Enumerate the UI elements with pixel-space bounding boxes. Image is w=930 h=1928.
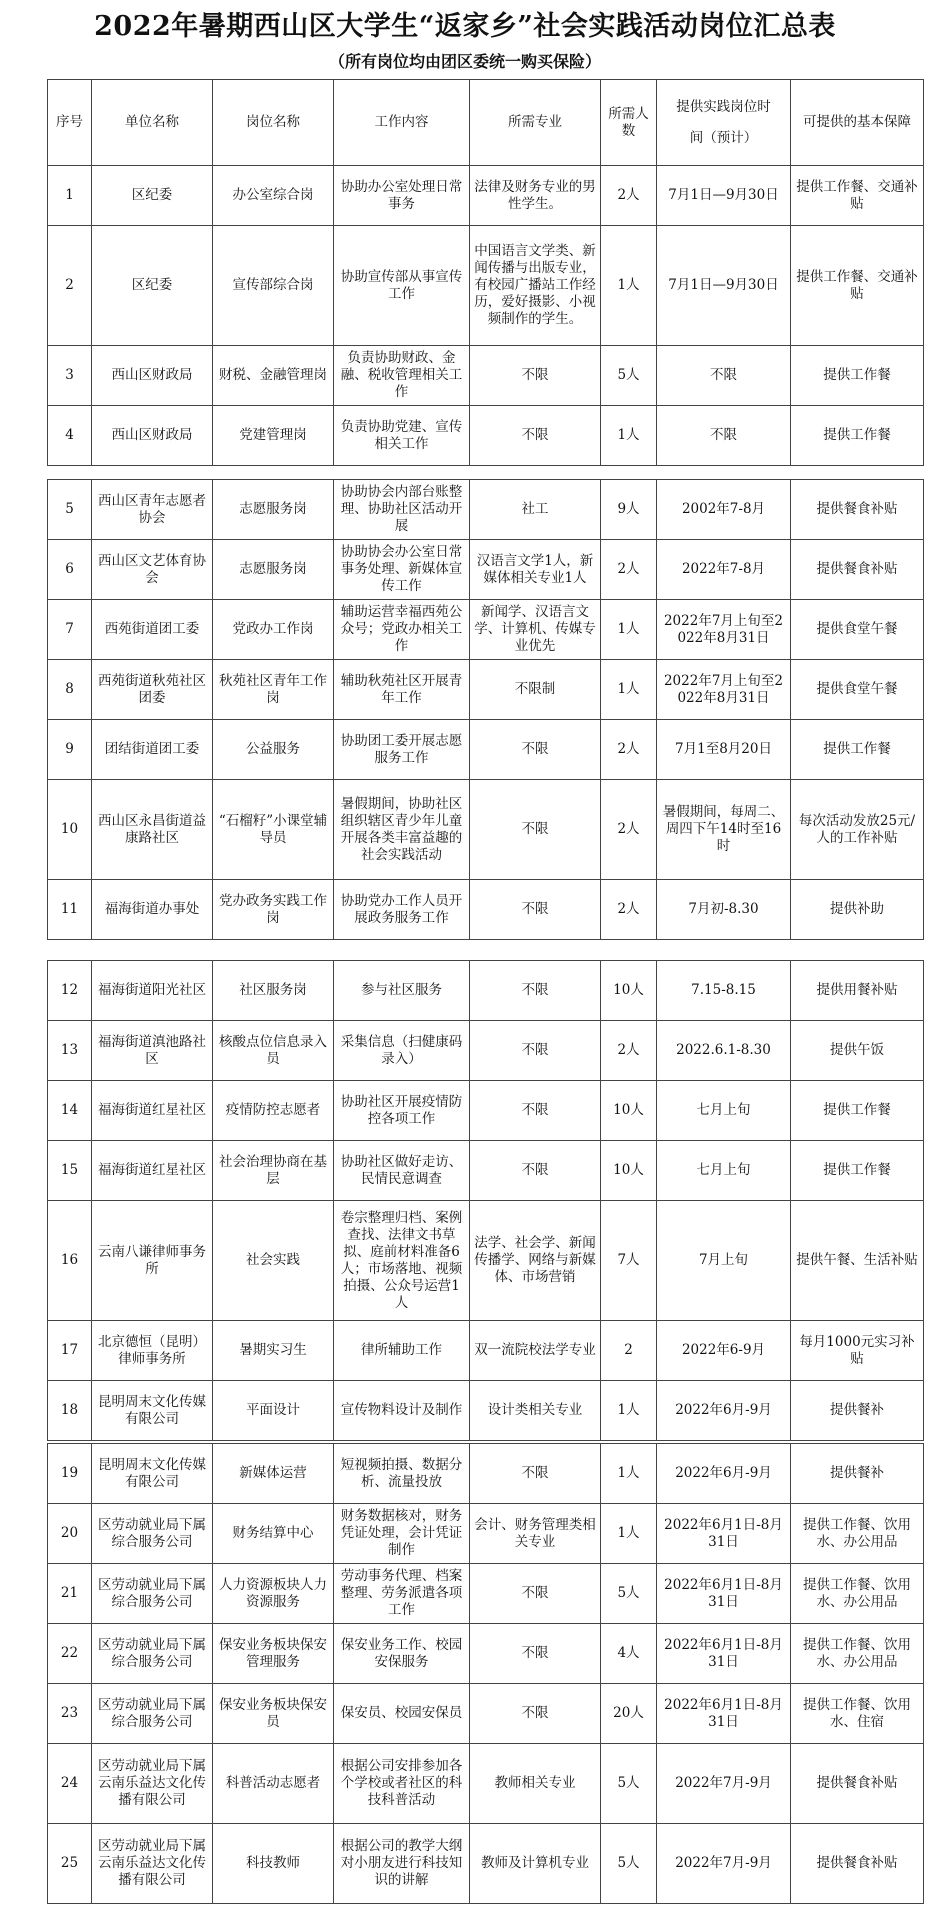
table-row <box>48 1504 924 1564</box>
cell-unit: 福海街道红星社区 <box>92 1081 213 1141</box>
cell-time: 2022年6-9月 <box>657 1321 791 1381</box>
table-row <box>48 1824 924 1904</box>
cell-unit: 区劳动就业局下属云南乐益达文化传播有限公司 <box>92 1824 213 1904</box>
cell-major: 不限 <box>470 780 601 880</box>
cell-work: 协助办公室处理日常事务 <box>334 166 470 226</box>
cell-unit: 西苑街道秋苑社区团委 <box>92 660 213 720</box>
cell-benefit: 提供用餐补贴 <box>791 961 924 1021</box>
cell-work: 协助社区开展疫情防控各项工作 <box>334 1081 470 1141</box>
cell-count: 5人 <box>601 1564 657 1624</box>
cell-benefit: 提供工作餐 <box>791 1081 924 1141</box>
table-row <box>48 660 924 720</box>
cell-benefit: 提供餐补 <box>791 1381 924 1441</box>
cell-position: 疫情防控志愿者 <box>213 1081 334 1141</box>
cell-benefit: 提供食堂午餐 <box>791 600 924 660</box>
cell-benefit: 提供工作餐、交通补贴 <box>791 166 924 226</box>
page-subtitle: （所有岗位均由团区委统一购买保险） <box>328 52 601 71</box>
cell-time: 2022年6月1日-8月31日 <box>657 1504 791 1564</box>
cell-no: 16 <box>48 1201 92 1321</box>
cell-position: 宣传部综合岗 <box>213 226 334 346</box>
cell-unit: 西山区青年志愿者协会 <box>92 480 213 540</box>
cell-work: 根据公司的教学大纲对小朋友进行科技知识的讲解 <box>334 1824 470 1904</box>
cell-work: 根据公司安排参加各个学校或者社区的科技科普活动 <box>334 1744 470 1824</box>
page-title: 2022年暑期西山区大学生“返家乡”社会实践活动岗位汇总表 <box>94 11 836 42</box>
cell-work: 协助社区做好走访、民情民意调查 <box>334 1141 470 1201</box>
cell-work: 协助宣传部从事宣传工作 <box>334 226 470 346</box>
cell-work: 协助党办工作人员开展政务服务工作 <box>334 880 470 940</box>
cell-time: 2022年6月-9月 <box>657 1444 791 1504</box>
cell-unit: 区纪委 <box>92 226 213 346</box>
cell-major: 不限 <box>470 1141 601 1201</box>
cell-time: 2022年6月1日-8月31日 <box>657 1684 791 1744</box>
cell-benefit: 提供工作餐、饮用水、住宿 <box>791 1684 924 1744</box>
cell-unit: 区劳动就业局下属云南乐益达文化传播有限公司 <box>92 1744 213 1824</box>
cell-work: 宣传物料设计及制作 <box>334 1381 470 1441</box>
cell-benefit: 每次活动发放25元/人的工作补贴 <box>791 780 924 880</box>
cell-time: 2022年7月上旬至2022年8月31日 <box>657 660 791 720</box>
cell-unit: 福海街道红星社区 <box>92 1141 213 1201</box>
table-row <box>48 720 924 780</box>
cell-position: 平面设计 <box>213 1381 334 1441</box>
cell-no: 23 <box>48 1684 92 1744</box>
cell-benefit: 提供工作餐、饮用水、办公用品 <box>791 1564 924 1624</box>
header-count: 所需人数 <box>601 80 657 166</box>
cell-major: 不限 <box>470 1564 601 1624</box>
header-work: 工作内容 <box>334 80 470 166</box>
cell-time: 2002年7-8月 <box>657 480 791 540</box>
cell-time: 2022.6.1-8.30 <box>657 1021 791 1081</box>
cell-benefit: 提供工作餐 <box>791 346 924 406</box>
cell-unit: 团结街道团工委 <box>92 720 213 780</box>
cell-time: 7月1日—9月30日 <box>657 226 791 346</box>
cell-time: 7.15-8.15 <box>657 961 791 1021</box>
cell-major: 法律及财务专业的男性学生。 <box>470 166 601 226</box>
cell-time: 2022年7月上旬至2022年8月31日 <box>657 600 791 660</box>
cell-major: 不限制 <box>470 660 601 720</box>
cell-count: 5人 <box>601 1744 657 1824</box>
cell-no: 25 <box>48 1824 92 1904</box>
cell-count: 7人 <box>601 1201 657 1321</box>
cell-work: 保安业务工作、校园安保服务 <box>334 1624 470 1684</box>
cell-no: 17 <box>48 1321 92 1381</box>
cell-count: 1人 <box>601 660 657 720</box>
cell-time: 2022年7-8月 <box>657 540 791 600</box>
table-row <box>48 1141 924 1201</box>
cell-position: 暑期实习生 <box>213 1321 334 1381</box>
cell-unit: 区劳动就业局下属综合服务公司 <box>92 1684 213 1744</box>
table-row <box>48 1444 924 1504</box>
cell-major: 不限 <box>470 1021 601 1081</box>
cell-no: 12 <box>48 961 92 1021</box>
cell-no: 19 <box>48 1444 92 1504</box>
cell-work: 参与社区服务 <box>334 961 470 1021</box>
cell-count: 1人 <box>601 406 657 466</box>
cell-count: 2人 <box>601 720 657 780</box>
table-row <box>48 780 924 880</box>
cell-benefit: 提供工作餐、交通补贴 <box>791 226 924 346</box>
table-row <box>48 1321 924 1381</box>
cell-benefit: 提供工作餐 <box>791 720 924 780</box>
table-header-row <box>48 80 924 166</box>
cell-major: 教师及计算机专业 <box>470 1824 601 1904</box>
cell-position: 财税、金融管理岗 <box>213 346 334 406</box>
cell-time: 2022年7月-9月 <box>657 1744 791 1824</box>
cell-work: 保安员、校园安保员 <box>334 1684 470 1744</box>
cell-unit: 区纪委 <box>92 166 213 226</box>
cell-unit: 区劳动就业局下属综合服务公司 <box>92 1504 213 1564</box>
cell-no: 20 <box>48 1504 92 1564</box>
cell-unit: 西苑街道团工委 <box>92 600 213 660</box>
cell-unit: 区劳动就业局下属综合服务公司 <box>92 1624 213 1684</box>
cell-time: 不限 <box>657 406 791 466</box>
cell-position: 社会治理协商在基层 <box>213 1141 334 1201</box>
table-row <box>48 166 924 226</box>
cell-benefit: 提供补助 <box>791 880 924 940</box>
cell-no: 11 <box>48 880 92 940</box>
table-row <box>48 346 924 406</box>
cell-work: 协助协会内部台账整理、协助社区活动开展 <box>334 480 470 540</box>
cell-count: 5人 <box>601 346 657 406</box>
header-no: 序号 <box>48 80 92 166</box>
cell-work: 采集信息（扫健康码录入） <box>334 1021 470 1081</box>
header-time-line2: 间（预计） <box>689 129 758 146</box>
cell-major: 不限 <box>470 1081 601 1141</box>
cell-work: 财务数据核对，财务凭证处理，会计凭证制作 <box>334 1504 470 1564</box>
cell-benefit: 提供餐食补贴 <box>791 540 924 600</box>
cell-position: 志愿服务岗 <box>213 480 334 540</box>
cell-benefit: 每月1000元实习补贴 <box>791 1321 924 1381</box>
cell-count: 2人 <box>601 540 657 600</box>
cell-no: 10 <box>48 780 92 880</box>
cell-count: 2 <box>601 1321 657 1381</box>
cell-major: 社工 <box>470 480 601 540</box>
cell-count: 9人 <box>601 480 657 540</box>
cell-time: 不限 <box>657 346 791 406</box>
cell-unit: 北京德恒（昆明）律师事务所 <box>92 1321 213 1381</box>
cell-benefit: 提供午餐、生活补贴 <box>791 1201 924 1321</box>
table-row <box>48 1564 924 1624</box>
cell-time: 暑假期间，每周二、周四下午14时至16时 <box>657 780 791 880</box>
cell-position: 新媒体运营 <box>213 1444 334 1504</box>
header-time-line1: 提供实践岗位时 <box>676 98 771 115</box>
cell-no: 9 <box>48 720 92 780</box>
header-benefit: 可提供的基本保障 <box>791 80 924 166</box>
cell-position: 志愿服务岗 <box>213 540 334 600</box>
table-row <box>48 600 924 660</box>
cell-count: 10人 <box>601 1141 657 1201</box>
cell-time: 7月上旬 <box>657 1201 791 1321</box>
cell-major: 教师相关专业 <box>470 1744 601 1824</box>
table-row <box>48 961 924 1021</box>
table-row <box>48 1021 924 1081</box>
cell-position: 核酸点位信息录入员 <box>213 1021 334 1081</box>
cell-time: 七月上旬 <box>657 1081 791 1141</box>
cell-count: 10人 <box>601 1081 657 1141</box>
cell-time: 7月1至8月20日 <box>657 720 791 780</box>
cell-count: 2人 <box>601 880 657 940</box>
cell-benefit: 提供工作餐、饮用水、办公用品 <box>791 1624 924 1684</box>
cell-count: 1人 <box>601 1504 657 1564</box>
table-row <box>48 880 924 940</box>
cell-count: 4人 <box>601 1624 657 1684</box>
cell-count: 5人 <box>601 1824 657 1904</box>
cell-major: 不限 <box>470 346 601 406</box>
table-row <box>48 226 924 346</box>
cell-major: 中国语言文学类、新闻传播与出版专业，有校园广播站工作经历，爱好摄影、小视频制作的学生。 <box>470 226 601 346</box>
cell-unit: 福海街道滇池路社区 <box>92 1021 213 1081</box>
cell-benefit: 提供餐食补贴 <box>791 1824 924 1904</box>
cell-position: 办公室综合岗 <box>213 166 334 226</box>
cell-benefit: 提供餐食补贴 <box>791 1744 924 1824</box>
cell-major: 汉语言文学1人，新媒体相关专业1人 <box>470 540 601 600</box>
cell-time: 7月1日—9月30日 <box>657 166 791 226</box>
cell-time: 2022年7月-9月 <box>657 1824 791 1904</box>
cell-major: 不限 <box>470 406 601 466</box>
cell-no: 7 <box>48 600 92 660</box>
cell-major: 不限 <box>470 961 601 1021</box>
cell-time: 7月初-8.30 <box>657 880 791 940</box>
cell-position: 秋苑社区青年工作岗 <box>213 660 334 720</box>
job-table <box>47 79 924 466</box>
cell-unit: 西山区财政局 <box>92 346 213 406</box>
cell-no: 21 <box>48 1564 92 1624</box>
cell-unit: 西山区财政局 <box>92 406 213 466</box>
cell-major: 会计、财务管理类相关专业 <box>470 1504 601 1564</box>
cell-work: 负责协助党建、宣传相关工作 <box>334 406 470 466</box>
cell-benefit: 提供工作餐 <box>791 1141 924 1201</box>
cell-work: 律所辅助工作 <box>334 1321 470 1381</box>
table-row <box>48 1081 924 1141</box>
cell-count: 2人 <box>601 780 657 880</box>
cell-count: 1人 <box>601 1444 657 1504</box>
cell-work: 协助团工委开展志愿服务工作 <box>334 720 470 780</box>
cell-major: 法学、社会学、新闻传播学、网络与新媒体、市场营销 <box>470 1201 601 1321</box>
cell-major: 双一流院校法学专业 <box>470 1321 601 1381</box>
cell-position: 社区服务岗 <box>213 961 334 1021</box>
cell-position: 保安业务板块保安员 <box>213 1684 334 1744</box>
cell-time: 2022年6月1日-8月31日 <box>657 1624 791 1684</box>
cell-position: 党政办工作岗 <box>213 600 334 660</box>
cell-no: 6 <box>48 540 92 600</box>
cell-no: 3 <box>48 346 92 406</box>
cell-no: 24 <box>48 1744 92 1824</box>
cell-position: 党建管理岗 <box>213 406 334 466</box>
header-position: 岗位名称 <box>213 80 334 166</box>
cell-work: 辅助秋苑社区开展青年工作 <box>334 660 470 720</box>
cell-position: 保安业务板块保安管理服务 <box>213 1624 334 1684</box>
cell-unit: 福海街道阳光社区 <box>92 961 213 1021</box>
cell-unit: 西山区永昌街道益康路社区 <box>92 780 213 880</box>
cell-position: 科普活动志愿者 <box>213 1744 334 1824</box>
job-table <box>47 479 924 940</box>
cell-time: 2022年6月1日-8月31日 <box>657 1564 791 1624</box>
table-row <box>48 1684 924 1744</box>
cell-count: 10人 <box>601 961 657 1021</box>
header-unit: 单位名称 <box>92 80 213 166</box>
cell-position: 人力资源板块人力资源服务 <box>213 1564 334 1624</box>
cell-unit: 云南八谦律师事务所 <box>92 1201 213 1321</box>
cell-unit: 区劳动就业局下属综合服务公司 <box>92 1564 213 1624</box>
cell-time: 2022年6月-9月 <box>657 1381 791 1441</box>
cell-time: 七月上旬 <box>657 1141 791 1201</box>
cell-benefit: 提供午饭 <box>791 1021 924 1081</box>
cell-no: 2 <box>48 226 92 346</box>
table-row <box>48 1201 924 1321</box>
cell-no: 8 <box>48 660 92 720</box>
cell-benefit: 提供餐补 <box>791 1444 924 1504</box>
cell-major: 设计类相关专业 <box>470 1381 601 1441</box>
cell-work: 辅助运营幸福西苑公众号；党政办相关工作 <box>334 600 470 660</box>
cell-no: 14 <box>48 1081 92 1141</box>
cell-benefit: 提供食堂午餐 <box>791 660 924 720</box>
cell-work: 负责协助财政、金融、税收管理相关工作 <box>334 346 470 406</box>
job-table <box>47 960 924 1441</box>
cell-major: 不限 <box>470 1444 601 1504</box>
cell-major: 不限 <box>470 880 601 940</box>
cell-position: 财务结算中心 <box>213 1504 334 1564</box>
cell-unit: 西山区文艺体育协会 <box>92 540 213 600</box>
cell-benefit: 提供餐食补贴 <box>791 480 924 540</box>
cell-no: 18 <box>48 1381 92 1441</box>
table-row <box>48 480 924 540</box>
cell-no: 13 <box>48 1021 92 1081</box>
cell-benefit: 提供工作餐 <box>791 406 924 466</box>
job-table <box>47 1443 924 1904</box>
cell-major: 不限 <box>470 720 601 780</box>
cell-no: 5 <box>48 480 92 540</box>
cell-major: 不限 <box>470 1624 601 1684</box>
table-row <box>48 1381 924 1441</box>
cell-benefit: 提供工作餐、饮用水、办公用品 <box>791 1504 924 1564</box>
cell-count: 2人 <box>601 1021 657 1081</box>
table-row <box>48 406 924 466</box>
cell-work: 劳动事务代理、档案整理、劳务派遣各项工作 <box>334 1564 470 1624</box>
cell-no: 1 <box>48 166 92 226</box>
table-row <box>48 540 924 600</box>
cell-count: 1人 <box>601 600 657 660</box>
cell-unit: 昆明周末文化传媒有限公司 <box>92 1381 213 1441</box>
cell-unit: 昆明周末文化传媒有限公司 <box>92 1444 213 1504</box>
cell-unit: 福海街道办事处 <box>92 880 213 940</box>
cell-position: “石榴籽”小课堂辅导员 <box>213 780 334 880</box>
cell-work: 短视频拍摄、数据分析、流量投放 <box>334 1444 470 1504</box>
table-row <box>48 1744 924 1824</box>
cell-no: 22 <box>48 1624 92 1684</box>
header-time <box>657 80 791 166</box>
cell-no: 4 <box>48 406 92 466</box>
cell-major: 不限 <box>470 1684 601 1744</box>
cell-position: 社会实践 <box>213 1201 334 1321</box>
cell-position: 公益服务 <box>213 720 334 780</box>
cell-count: 20人 <box>601 1684 657 1744</box>
cell-count: 1人 <box>601 226 657 346</box>
cell-work: 协助协会办公室日常事务处理、新媒体宣传工作 <box>334 540 470 600</box>
cell-major: 新闻学、汉语言文学、计算机、传媒专业优先 <box>470 600 601 660</box>
table-row <box>48 1624 924 1684</box>
cell-position: 科技教师 <box>213 1824 334 1904</box>
cell-no: 15 <box>48 1141 92 1201</box>
cell-count: 1人 <box>601 1381 657 1441</box>
header-major: 所需专业 <box>470 80 601 166</box>
cell-position: 党办政务实践工作岗 <box>213 880 334 940</box>
cell-work: 暑假期间，协助社区组织辖区青少年儿童开展各类丰富益趣的社会实践活动 <box>334 780 470 880</box>
cell-count: 2人 <box>601 166 657 226</box>
cell-work: 卷宗整理归档、案例查找、法律文书草拟、庭前材料准备6人；市场落地、视频拍摄、公众号运营1人 <box>334 1201 470 1321</box>
